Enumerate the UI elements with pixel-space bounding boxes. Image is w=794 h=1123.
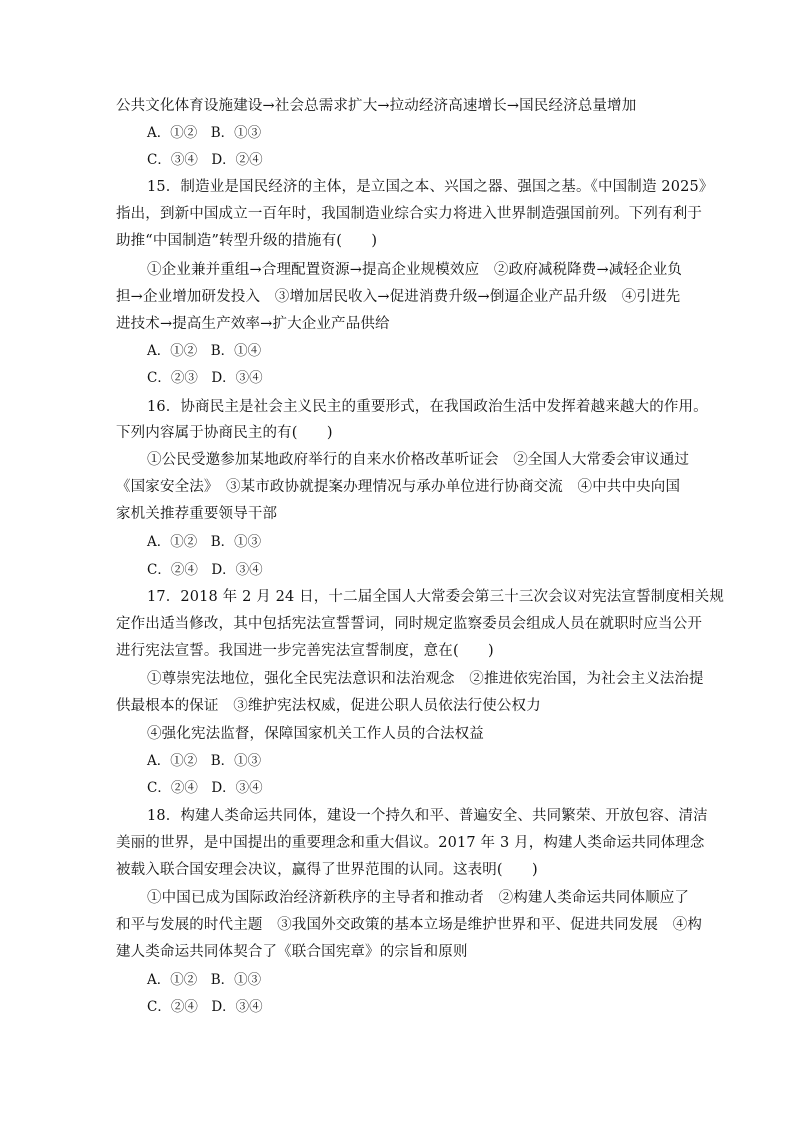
answer-options-row: C．②③ D．③④ <box>147 370 263 386</box>
text-line: 下列内容属于协商民主的有( ) <box>116 425 333 441</box>
text-line: 定作出适当修改，其中包括宪法宣誓誓词，同时规定监察委员会组成人员在就职时应当公开 <box>116 616 702 632</box>
text-line: 和平与发展的时代主题 ③我国外交政策的基本立场是维护世界和平、促进共同发展 ④构 <box>116 917 702 933</box>
text-line: 公共文化体育设施建设→社会总需求扩大→拉动经济高速增长→国民经济总量增加 <box>116 98 637 114</box>
answer-options-row: C．②④ D．③④ <box>147 999 263 1015</box>
answer-options-row: C．②④ D．③④ <box>147 562 263 578</box>
question-18-stem: 18．构建人类命运共同体，建设一个持久和平、普遍安全、共同繁荣、开放包容、清洁 <box>147 808 708 824</box>
answer-options-row: A．①② B．①④ <box>147 343 262 359</box>
text-line: 供最根本的保证 ③维护宪法权威，促进公职人员依法行使公权力 <box>116 698 541 714</box>
question-15-stem: 15．制造业是国民经济的主体，是立国之本、兴国之器、强国之基。《中国制造 2025》 <box>147 179 714 195</box>
answer-options-row: C．③④ D．②④ <box>147 152 263 168</box>
text-line: 进技术→提高生产效率→扩大企业产品供给 <box>116 316 390 332</box>
choice-statements: ①公民受邀参加某地政府举行的自来水价格改革听证会 ②全国人大常委会审议通过 <box>147 452 690 468</box>
answer-options-row: C．②④ D．③④ <box>147 780 263 796</box>
text-line: 担→企业增加研发投入 ③增加居民收入→促进消费升级→倒逼企业产品升级 ④引进先 <box>116 289 681 305</box>
choice-statements: ①企业兼并重组→合理配置资源→提高企业规模效应 ②政府减税降费→减轻企业负 <box>147 262 682 278</box>
answer-options-row: A．①② B．①③ <box>147 972 262 988</box>
text-line: 美丽的世界，是中国提出的重要理念和重大倡议。2017 年 3 月，构建人类命运共同体理念 <box>116 835 705 851</box>
answer-options-row: A．①② B．①③ <box>147 753 262 769</box>
text-line: 建人类命运共同体契合了《联合国宪章》的宗旨和原则 <box>116 944 468 960</box>
text-line: 被载入联合国安理会决议，赢得了世界范围的认同。这表明( ) <box>116 862 538 878</box>
text-line: 《国家安全法》 ③某市政协就提案办理情况与承办单位进行协商交流 ④中共中央向国 <box>116 479 681 495</box>
question-16-stem: 16．协商民主是社会主义民主的重要形式，在我国政治生活中发挥着越来越大的作用。 <box>147 399 708 415</box>
text-line: 助推“中国制造”转型升级的措施有( ) <box>116 233 378 249</box>
choice-statements: ①中国已成为国际政治经济新秩序的主导者和推动者 ②构建人类命运共同体顺应了 <box>147 890 690 906</box>
question-17-stem: 17．2018 年 2 月 24 日，十二届全国人大常委会第三十三次会议对宪法宣誓制度相关规 <box>147 589 724 605</box>
text-line: 指出，到新中国成立一百年时，我国制造业综合实力将进入世界制造强国前列。下列有利于 <box>116 206 702 222</box>
text-line: ④强化宪法监督，保障国家机关工作人员的合法权益 <box>147 726 484 742</box>
answer-options-row: A．①② B．①③ <box>147 125 262 141</box>
text-line: 家机关推荐重要领导干部 <box>116 506 278 522</box>
choice-statements: ①尊崇宪法地位，强化全民宪法意识和法治观念 ②推进依宪治国，为社会主义法治提 <box>147 671 704 687</box>
answer-options-row: A．①② B．①③ <box>147 534 262 550</box>
text-line: 进行宪法宣誓。我国进一步完善宪法宣誓制度，意在( ) <box>116 643 494 659</box>
